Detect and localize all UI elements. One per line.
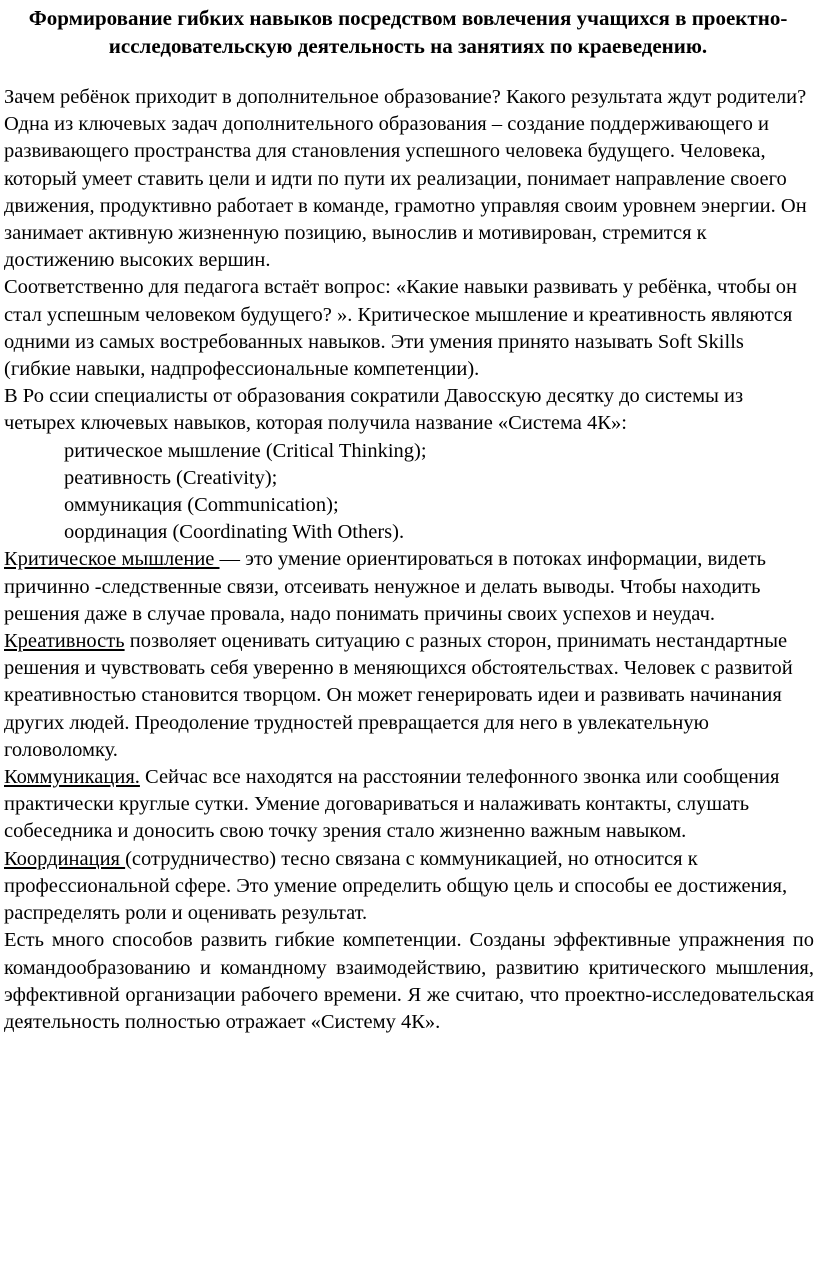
- paragraph-intro: Зачем ребёнок приходит в дополнительное образование? Какого результата ждут родители? Одна из ключевых задач дополнительного образования – создание поддерживающего и развивающего пространства для становления успешного человека будущего. Человека, который умеет ставить цели и идти по пути их реализации, понимает направление своего движения, продуктивно работает в команде, грамотно управляя своим уровнем энергии. Он занимает активную жизненную позицию, вынослив и мотивирован, стремится к достижению высоких вершин.: [4, 86, 807, 272]
- list-item: ритическое мышление (Critical Thinking);: [64, 439, 427, 462]
- definition-creativity: позволяет оценивать ситуацию с разных сторон, принимать нестандартные решения и чувствовать себя уверенно в меняющихся обстоятельствах. Человек с развитой креативностью становится творцом. Он может генерировать идеи и развивать начинания других людей. Преодоление трудностей превращается для него в увлекательную головоломку.: [4, 630, 793, 761]
- paragraph-communication: [4, 764, 816, 846]
- paragraph-teacher-question: Соответственно для педагога встаёт вопрос: «Какие навыки развивать у ребёнка, чтобы он стал успешным человеком будущего? ». Критическое мышление и креативность являются одними из самых востребованных навыков. Эти умения принято называть Soft Skills (гибкие навыки, надпрофессиональные компетенции).: [4, 276, 797, 381]
- skills-list: [4, 438, 816, 547]
- document-title: Формирование гибких навыков посредством вовлечения учащихся в проектно-исследовательскую деятельность на занятиях по краеведению.: [28, 6, 788, 58]
- paragraph-4k-system: В Ро ссии специалисты от образования сократили Давосскую десятку до системы из четырех ключевых навыков, которая получила название «Система 4К»:: [4, 385, 744, 435]
- paragraph-critical-thinking: [4, 546, 816, 628]
- term-communication: Коммуникация.: [4, 766, 140, 789]
- definition-communication: Сейчас все находятся на расстоянии телефонного звонка или сообщения практически круглые сутки. Умение договариваться и налаживать контакты, слушать собеседника и доносить свою точку зрения стало жизненно важным навыком.: [4, 766, 780, 843]
- term-critical-thinking: Критическое мышление: [4, 548, 220, 571]
- list-item: оординация (Coordinating With Others).: [64, 521, 405, 544]
- paragraph-creativity: [4, 628, 816, 764]
- list-item: реативность (Creativity);: [64, 466, 278, 489]
- paragraph-coordination: [4, 846, 816, 928]
- list-item: оммуникация (Communication);: [64, 494, 339, 517]
- term-creativity: Креативность: [4, 630, 125, 653]
- paragraph-conclusion: Есть много способов развить гибкие компетенции. Созданы эффективные упражнения по командообразованию и командному взаимодействию, развитию критического мышления, эффективной организации рабочего времени. Я же считаю, что проектно-исследовательская деятельность полностью отражает «Систему 4К».: [4, 929, 814, 1033]
- term-coordination: Координация: [4, 847, 126, 870]
- definition-coordination: (сотрудничество) тесно связана с коммуникацией, но относится к профессиональной сфере. Это умение определить общую цель и способы ее достижения, распределять роли и оценивать результат.: [4, 847, 788, 925]
- definition-critical-thinking: — это умение ориентироваться в потоках информации, видеть причинно -следственные связи, отсеивать ненужное и делать выводы. Чтобы находить решения даже в случае провала, надо понимать причины своих успехов и неудач.: [4, 548, 766, 625]
